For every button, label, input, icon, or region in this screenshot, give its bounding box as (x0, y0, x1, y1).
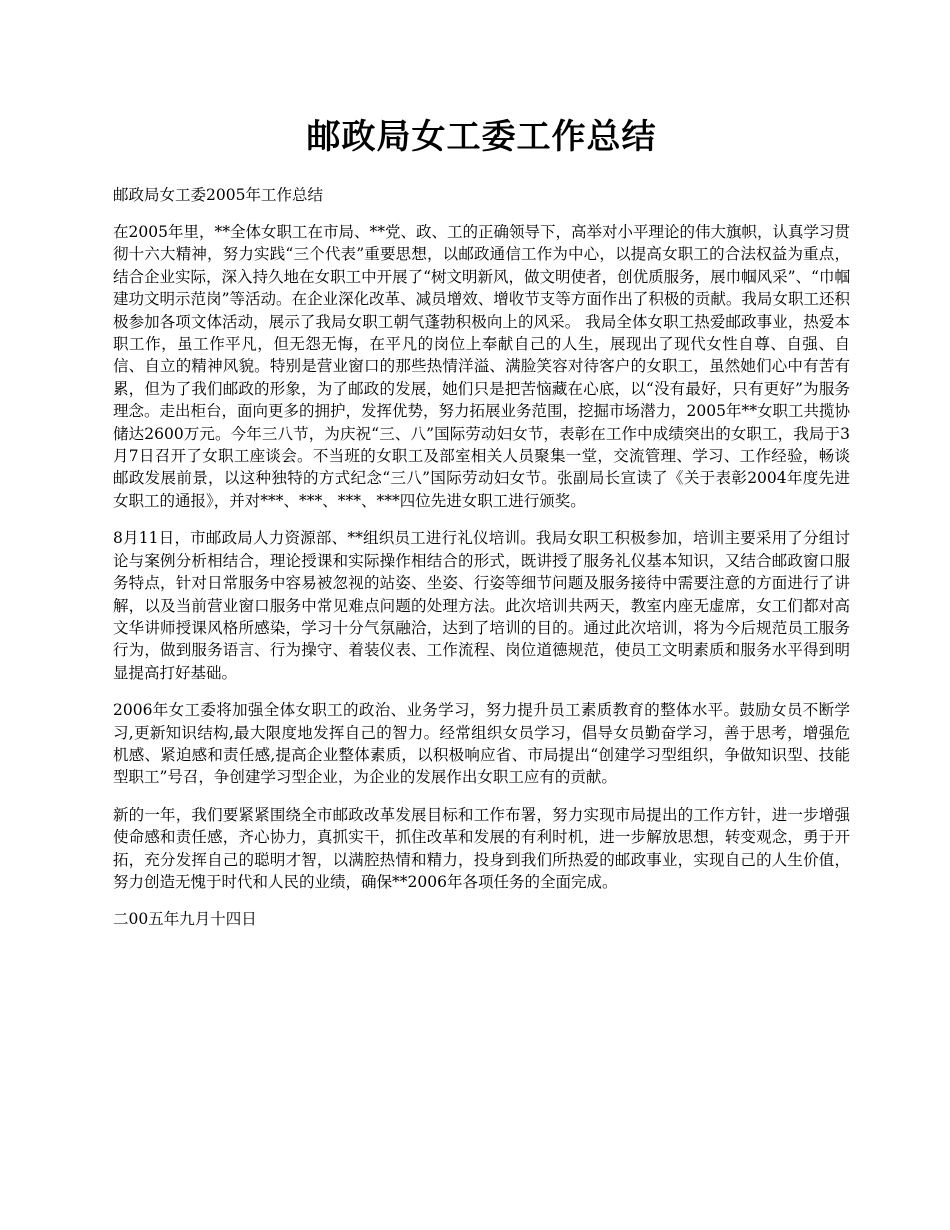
document-title: 邮政局女工委工作总结 (306, 117, 657, 157)
document-page (113, 112, 850, 930)
body-paragraph-2: 8月11日，市邮政局人力资源部、**组织员工进行礼仪培训。我局女职工积极参加，培训主要采用了分组讨论与案例分析相结合，理论授课和实际操作相结合的形式，既讲授了服务礼仪基本知识，又结合邮政窗口服务特点，针对日常服务中容易被忽视的站姿、坐姿、行姿等细节问题及服务接待中需要注意的方面进行了讲解，以及当前营业窗口服务中常见难点问题的处理方法。此次培训共两天，教室内座无虚席，女工们都对高文华讲师授课风格所感染，学习十分气氛融洽，达到了培训的目的。通过此次培训，将为今后规范员工服务行为，做到服务语言、行为操守、着装仪表、工作流程、岗位道德规范，使员工文明素质和服务水平得到明显提高打好基础。 (113, 529, 850, 682)
signoff-date: 二00五年九月十四日 (113, 910, 257, 929)
document-subtitle: 邮政局女工委2005年工作总结 (113, 186, 323, 204)
body-paragraph-1: 在2005年里，**全体女职工在市局、**党、政、工的正确领导下，高举对小平理论的伟大旗帜，认真学习贯彻十六大精神，努力实践“三个代表”重要思想，以邮政通信工作为中心，以提高女职工的合法权益为重点，结合企业实际，深入持久地在女职工中开展了“树文明新风，做文明使者，创优质服务，展巾帼风采”、“巾帼建功文明示范岗”等活动。在企业深化改革、减员增效、增收节支等方面作出了积极的贡献。我局女职工还积极参加各项文体活动，展示了我局女职工朝气蓬勃积极向上的风采。 我局全体女职工热爱邮政事业，热爱本职工作，虽工作平凡，但无怨无悔，在平凡的岗位上奉献自己的人生，展现出了现代女性自尊、自强、自信、自立的精神风貌。特别是营业窗口的那些热情洋溢、满脸笑容对待客户的女职工，虽然她们心中有苦有累，但为了我们邮政的形象，为了邮政的发展，她们只是把苦恼藏在心底，以“没有最好，只有更好”为服务理念。走出柜台，面向更多的拥护，发挥优势，努力拓展业务范围，挖掘市场潜力，2005年**女职工共揽协储达2600万元。今年三八节，为庆祝“三、八”国际劳动妇女节，表彰在工作中成绩突出的女职工，我局于3月7日召开了女职工座谈会。不当班的女职工及部室相关人员聚集一堂，交流管理、学习、工作经验，畅谈邮政发展前景，以这种独特的方式纪念“三八”国际劳动妇女节。张副局长宣读了《关于表彰2004年度先进女职工的通报》，并对***、***、***、***四位先进女职工进行颁奖。 (113, 223, 850, 510)
body-paragraph-4: 新的一年，我们要紧紧围绕全市邮政改革发展目标和工作布署，努力实现市局提出的工作方针，进一步增强使命感和责任感，齐心协力，真抓实干，抓住改革和发展的有利时机，进一步解放思想，转变观念，勇于开拓，充分发挥自己的聪明才智，以满腔热情和精力，投身到我们所热爱的邮政事业，实现自己的人生价值，努力创造无愧于时代和人民的业绩，确保**2006年各项任务的全面完成。 (113, 805, 850, 891)
body-paragraph-3: 2006年女工委将加强全体女职工的政治、业务学习，努力提升员工素质教育的整体水平。鼓励女员不断学习,更新知识结构,最大限度地发挥自己的智力。经常组织女员学习，倡导女员勤奋学习，善于思考，增强危机感、紧迫感和责任感,提高企业整体素质，以积极响应省、市局提出“创建学习型组织，争做知识型、技能型职工”号召，争创建学习型企业，为企业的发展作出女职工应有的贡献。 (113, 701, 850, 787)
